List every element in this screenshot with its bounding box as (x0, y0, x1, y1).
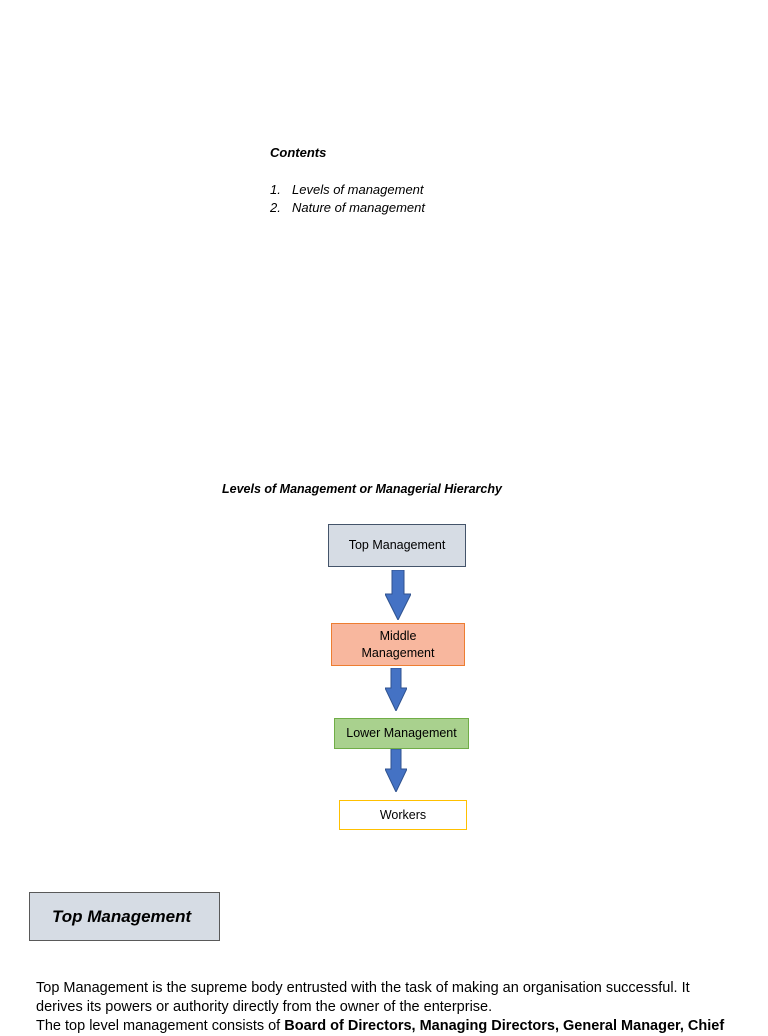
paragraph-line: derives its powers or authority directly from the owner of the enterprise. (36, 999, 493, 1015)
contents-list (270, 181, 425, 217)
middle-management-label: Middle Management (361, 628, 435, 660)
lower-management-box (334, 718, 469, 749)
contents-item-label: Nature of management (292, 200, 425, 215)
contents-item[interactable] (270, 199, 425, 217)
workers-box (339, 800, 467, 830)
body-text (36, 979, 736, 1036)
middle-management-box (331, 623, 465, 666)
top-management-label: Top Management (348, 538, 446, 552)
paragraph-line: Top Management is the supreme body entrusted with the task of making an organisation successful. It (36, 980, 690, 996)
down-arrow-icon (385, 570, 411, 620)
workers-label: Workers (379, 807, 427, 822)
top-management-box (328, 524, 466, 567)
contents-item-number: 1. (270, 182, 281, 197)
section-heading-box (29, 892, 220, 941)
diagram-title: Levels of Management or Managerial Hierarchy (222, 482, 502, 496)
contents-item[interactable] (270, 181, 425, 199)
paragraph-line (36, 1017, 736, 1036)
paragraph-text: The top level management consists of (36, 1018, 285, 1034)
contents-title: Contents (270, 145, 327, 160)
contents-item-label: Levels of management (292, 182, 424, 197)
contents-item-number: 2. (270, 200, 281, 215)
section-heading: Top Management (52, 906, 192, 926)
paragraph-bold-text: Board of Directors, Managing Directors, General Manager, Chief (284, 1018, 725, 1034)
lower-management-label: Lower Management (346, 726, 457, 740)
down-arrow-icon (385, 749, 407, 792)
down-arrow-icon (385, 668, 407, 711)
